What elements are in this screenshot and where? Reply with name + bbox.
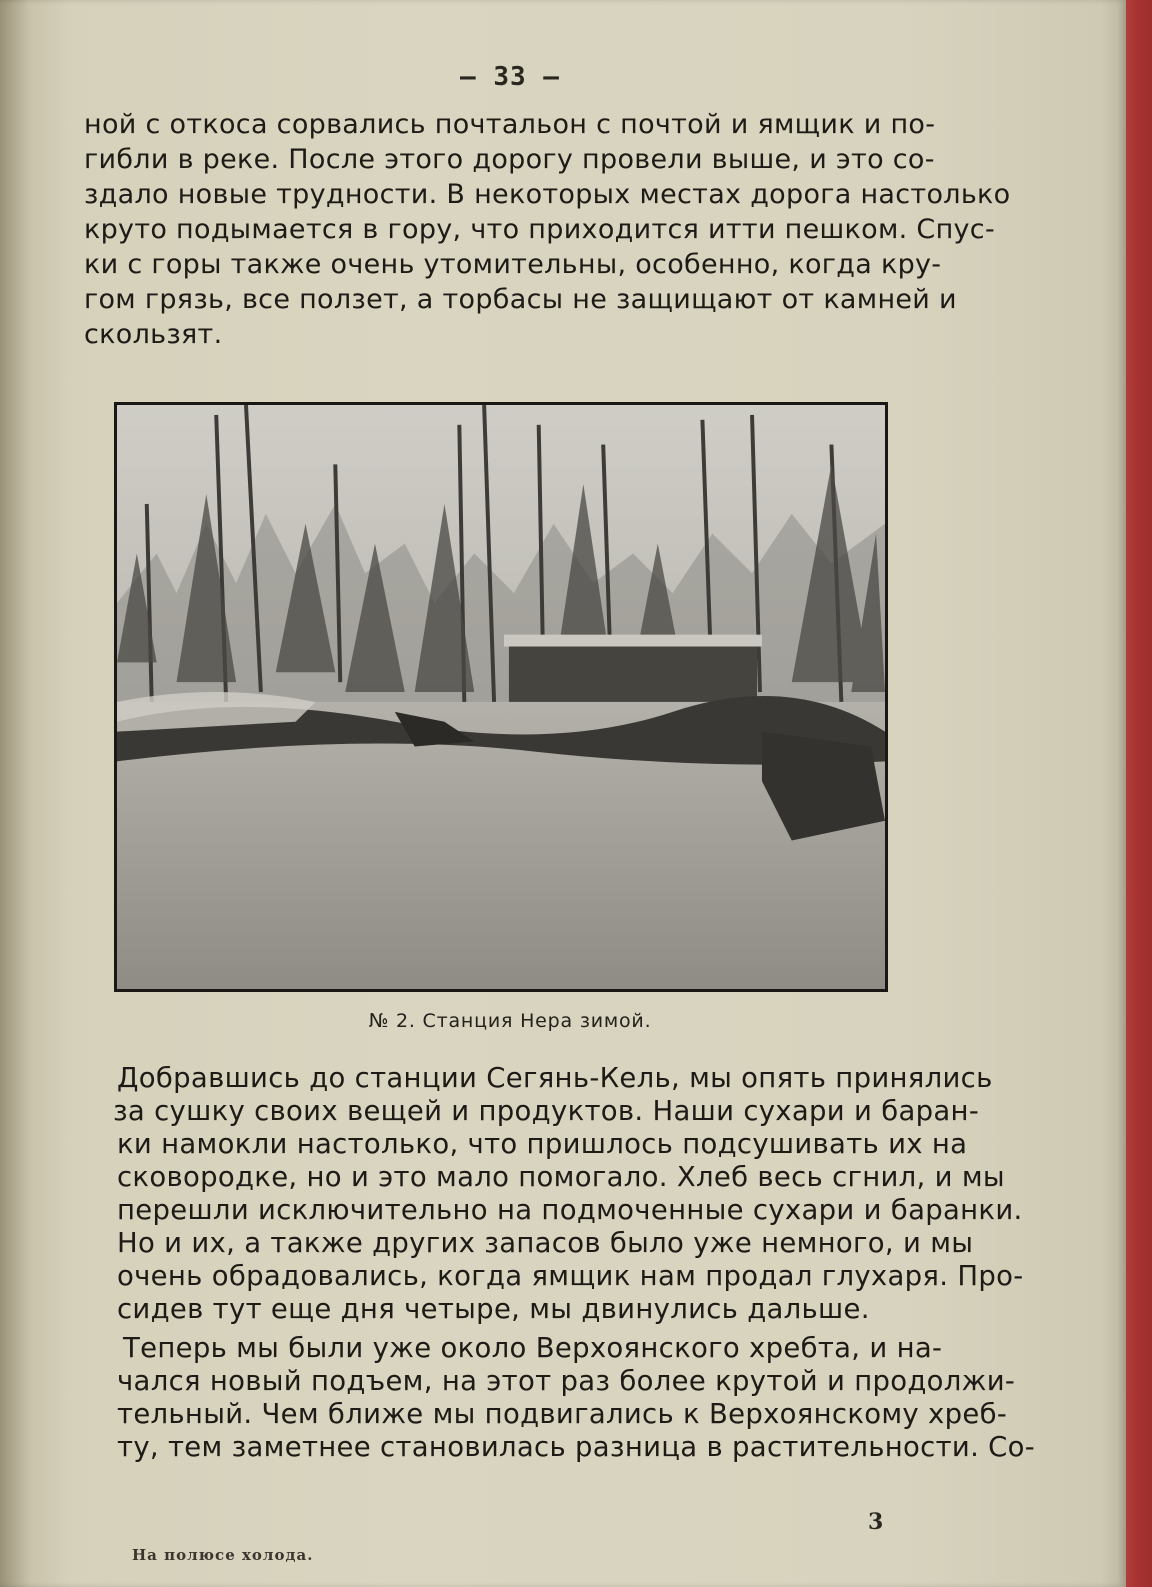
- text-line: скользят.: [84, 319, 223, 350]
- text-line: перешли исключительно на подмоченные сухари и баранки.: [117, 1194, 1023, 1226]
- text-line: Но и их, а также других запасов было уже немного, и мы: [117, 1227, 974, 1259]
- text-line: ной с откоса сорвались почтальон с почтой и ямщик и по-: [84, 109, 936, 140]
- signature-mark: 3: [868, 1509, 884, 1535]
- text-line: сидев тут еще дня четыре, мы двинулись дальше.: [117, 1293, 870, 1325]
- top-paragraph: [84, 107, 1011, 352]
- text-line: очень обрадовались, когда ямщик нам продал глухаря. Про-: [117, 1260, 1024, 1292]
- text-line: Теперь мы были уже около Верхоянского хребта, и на-: [123, 1332, 943, 1364]
- text-line: здало новые трудности. В некоторых местах дорога настолько: [84, 179, 1011, 210]
- text-line: чался новый подъем, на этот раз более крутой и продолжи-: [117, 1365, 1016, 1397]
- winter-forest-illustration: [117, 405, 885, 989]
- text-line: ки намокли настолько, что пришлось подсушивать их на: [117, 1128, 968, 1160]
- text-line: гом грязь, все ползет, а торбасы не защищают от камней и: [84, 284, 957, 315]
- text-line: сковородке, но и это мало помогало. Хлеб весь сгнил, и мы: [117, 1161, 1005, 1193]
- photo-caption: № 2. Станция Нера зимой.: [368, 1010, 652, 1032]
- text-line: тельный. Чем ближе мы подвигались к Верхоянскому хреб-: [117, 1398, 1008, 1430]
- text-line: ту, тем заметнее становилась разница в растительности. Со-: [117, 1431, 1036, 1463]
- text-line: ки с горы также очень утомительны, особенно, когда кру-: [84, 249, 942, 280]
- footer-book-title: На полюсе холода.: [132, 1546, 314, 1564]
- text-line: Добравшись до станции Сегянь-Кель, мы опять принялись: [117, 1062, 993, 1094]
- page-number: — 33 —: [460, 62, 560, 92]
- text-line: круто подымается в гору, что приходится итти пешком. Спус-: [84, 214, 995, 245]
- text-line: за сушку своих вещей и продуктов. Наши сухари и баран-: [113, 1095, 980, 1127]
- bottom-paragraphs: [113, 1062, 1036, 1464]
- station-photo: [114, 402, 888, 992]
- text-line: гибли в реке. После этого дорогу провели выше, и это со-: [84, 144, 935, 175]
